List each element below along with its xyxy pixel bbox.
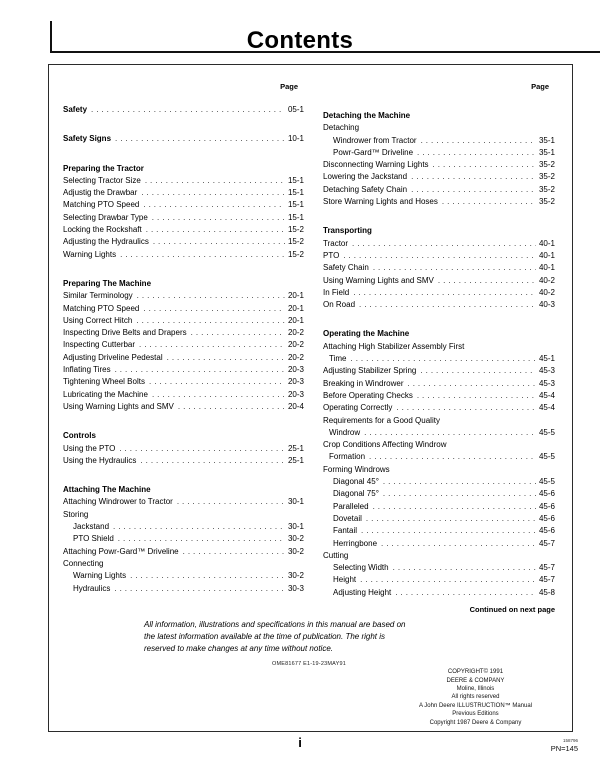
toc-entry <box>63 521 304 533</box>
toc-entry-label: Tightening Wheel Bolts <box>63 377 145 387</box>
toc-entry-page: 30-2 <box>287 534 304 544</box>
toc-entry-page: 45-3 <box>538 378 555 388</box>
toc-entry-label: Using the Hydraulics <box>63 455 137 465</box>
toc-entry-page: 40-2 <box>538 275 555 285</box>
toc-column-left <box>63 82 304 616</box>
dot-leader <box>140 455 285 467</box>
toc-entry <box>323 147 555 159</box>
toc-entry-page: 45-6 <box>538 489 555 499</box>
toc-entry-label: Attaching Windrower to Tractor <box>63 497 173 507</box>
toc-entry-label-continued: Formation <box>329 452 366 462</box>
toc-entry <box>323 250 555 262</box>
toc-section-title-label: Preparing The Machine <box>63 278 152 288</box>
toc-entry <box>63 303 304 315</box>
toc-entry <box>63 352 304 364</box>
toc-section-title-label: Attaching The Machine <box>63 485 151 495</box>
dot-leader <box>343 250 536 262</box>
toc-entry-page: 15-1 <box>287 200 304 210</box>
toc-section <box>63 278 304 413</box>
dot-leader <box>360 574 536 586</box>
toc-entry-label: Diagonal 45° <box>333 477 379 487</box>
disclaimer-line: reserved to make changes at any time without notice. <box>144 643 333 653</box>
dot-leader <box>369 451 536 463</box>
toc-section <box>63 484 304 595</box>
toc-entry-label: Using Warning Lights and SMV <box>323 275 434 285</box>
toc-entry <box>63 389 304 401</box>
toc-entry-label: Attaching Powr-Gard™ Driveline <box>63 546 179 556</box>
toc-entry-page: 15-1 <box>287 212 304 222</box>
toc-entry-label: Adjusting Stabilizer Spring <box>323 366 417 376</box>
toc-section-title <box>63 104 304 116</box>
toc-entry-page: 40-2 <box>538 287 555 297</box>
dot-leader <box>136 315 285 327</box>
dot-leader <box>433 159 536 171</box>
toc-entry-page: 20-2 <box>287 328 304 338</box>
dot-leader <box>364 427 536 439</box>
toc-entry <box>63 315 304 327</box>
page-column-header-left: Page <box>280 82 298 91</box>
toc-entry <box>323 378 555 390</box>
toc-entry <box>63 187 304 199</box>
dot-leader <box>118 533 285 545</box>
toc-entry-page: 30-2 <box>287 571 304 581</box>
toc-entry <box>63 224 304 236</box>
toc-entry-page: 35-2 <box>538 160 555 170</box>
toc-entry-label-continued: Time <box>329 354 347 364</box>
toc-entry-page: 15-2 <box>287 237 304 247</box>
print-code: 158796 <box>562 738 578 743</box>
toc-entry-label: Inflating Tires <box>63 365 111 375</box>
dot-leader <box>167 352 285 364</box>
toc-entry-page: 15-2 <box>287 249 304 259</box>
dot-leader <box>442 196 536 208</box>
toc-entry-label: Selecting Tractor Size <box>63 175 141 185</box>
toc-entry-label: Using Correct Hitch <box>63 315 133 325</box>
toc-entry-page: 45-6 <box>538 501 555 511</box>
dot-leader <box>359 299 536 311</box>
toc-entry <box>63 401 304 413</box>
toc-entry <box>323 365 555 377</box>
toc-entry <box>63 570 304 582</box>
dot-leader <box>152 212 285 224</box>
dot-leader <box>361 525 536 537</box>
toc-entry-label: Selecting Drawbar Type <box>63 212 148 222</box>
toc-entry <box>323 262 555 274</box>
dot-leader <box>417 390 536 402</box>
toc-entry-label: Dovetail <box>333 513 362 523</box>
toc-entry-page: 35-2 <box>538 172 555 182</box>
toc-entry-label: Diagonal 75° <box>333 489 379 499</box>
dot-leader <box>407 378 536 390</box>
toc-entry-page: 35-1 <box>538 147 555 157</box>
toc-entry <box>63 376 304 388</box>
toc-entry <box>323 451 555 463</box>
copyright-line: DEERE & COMPANY <box>446 677 505 684</box>
toc-entry <box>323 390 555 402</box>
toc-entry <box>323 402 555 414</box>
toc-entry-page: 45-4 <box>538 403 555 413</box>
toc-entry-label: Fantail <box>333 526 358 536</box>
toc-section <box>323 225 555 311</box>
continued-note: Continued on next page <box>469 604 555 614</box>
toc-entry-page: 45-3 <box>538 366 555 376</box>
toc-entry <box>63 199 304 211</box>
toc-entry <box>323 439 555 451</box>
toc-entry-page: 20-1 <box>287 303 304 313</box>
dot-leader <box>395 587 536 599</box>
toc-entry <box>63 546 304 558</box>
toc-entry-page: 30-1 <box>287 522 304 532</box>
toc-entry-label: Height <box>333 575 357 585</box>
toc-entry-label: Operating Correctly <box>323 403 393 413</box>
dot-leader <box>411 184 536 196</box>
toc-entry-page: 40-1 <box>538 238 555 248</box>
toc-entry-page: 20-4 <box>287 401 304 411</box>
toc-entry-label: Connecting <box>63 558 104 568</box>
toc-entry <box>323 415 555 427</box>
toc-section-title <box>323 225 555 237</box>
toc-section <box>323 328 555 599</box>
toc-entry-label: Using the PTO <box>63 443 116 453</box>
toc-entry <box>63 290 304 302</box>
toc-entry <box>323 135 555 147</box>
dot-leader <box>373 501 536 513</box>
copyright-line: Previous Editions <box>452 711 499 718</box>
copyright-line: A John Deere ILLUSTRUCTION™ Manual <box>418 702 532 709</box>
toc-sections-left <box>63 104 304 595</box>
dot-leader <box>381 538 536 550</box>
dot-leader <box>115 133 285 145</box>
toc-entry-label: Adjusting Height <box>333 587 392 597</box>
toc-entry-label: Storing <box>63 509 89 519</box>
toc-entry-label: Matching PTO Speed <box>63 200 140 210</box>
toc-sections-right <box>323 110 555 599</box>
toc-entry <box>323 538 555 550</box>
dot-leader <box>120 249 285 261</box>
dot-leader <box>353 287 536 299</box>
toc-entry-label: Adjustig the Drawbar <box>63 188 138 198</box>
page-number: i <box>298 735 302 750</box>
toc-entry-label: Matching PTO Speed <box>63 303 140 313</box>
toc-entry <box>323 159 555 171</box>
dot-leader <box>153 236 285 248</box>
toc-entry <box>63 558 304 570</box>
toc-section-title-label: Safety <box>63 105 88 114</box>
toc-entry <box>323 287 555 299</box>
toc-entry <box>63 236 304 248</box>
dot-leader <box>383 488 536 500</box>
toc-entry <box>63 364 304 376</box>
toc-entry-page: 45-5 <box>538 452 555 462</box>
toc-entry-label: Windrower from Tractor <box>333 135 417 145</box>
toc-columns <box>63 82 555 616</box>
toc-entry-page: 40-1 <box>538 263 555 273</box>
toc-entry <box>323 488 555 500</box>
toc-entry <box>323 574 555 586</box>
toc-entry <box>323 238 555 250</box>
toc-entry-page: 45-4 <box>538 390 555 400</box>
dot-leader <box>143 303 285 315</box>
toc-entry <box>323 122 555 134</box>
dot-leader <box>373 262 536 274</box>
toc-section-title-label: Detaching the Machine <box>323 111 411 120</box>
document-code: OME81677 E1-19-23MAY91 <box>271 661 346 668</box>
toc-entry-label-continued: Windrow <box>329 427 361 437</box>
toc-entry-page: 45-5 <box>538 427 555 437</box>
toc-entry-page: 30-3 <box>287 583 304 593</box>
toc-section <box>63 133 304 145</box>
toc-entry-page: 25-1 <box>287 443 304 453</box>
dot-leader <box>152 389 285 401</box>
toc-entry-page: 40-1 <box>538 250 555 260</box>
toc-column-right <box>323 82 555 616</box>
copyright-line: Moline, Illinois <box>456 685 495 692</box>
toc-entry-label: Paralleled <box>333 501 369 511</box>
toc-entry-page: 20-2 <box>287 352 304 362</box>
toc-entry <box>63 533 304 545</box>
toc-entry-label: Detaching Safety Chain <box>323 184 408 194</box>
toc-entry-label: Store Warning Lights and Hoses <box>323 197 438 207</box>
page-column-header-right: Page <box>531 82 549 91</box>
toc-section-title <box>63 133 304 145</box>
dot-leader <box>114 583 285 595</box>
dot-leader <box>393 562 536 574</box>
toc-entry-label: Warning Lights <box>73 571 127 581</box>
toc-entry <box>63 583 304 595</box>
toc-entry-label: Lubricating the Machine <box>63 389 148 399</box>
pn-label: PN=145 <box>550 744 578 753</box>
toc-entry-page: 45-7 <box>538 563 555 573</box>
dot-leader <box>191 327 285 339</box>
toc-entry-label: Similar Terminology <box>63 291 133 301</box>
toc-section-title <box>63 430 304 442</box>
dot-leader <box>130 570 285 582</box>
toc-entry-label: Locking the Rockshaft <box>63 225 142 235</box>
toc-entry <box>63 509 304 521</box>
dot-leader <box>141 187 285 199</box>
dot-leader <box>177 496 285 508</box>
copyright-line: Copyright 1987 Deere & Company <box>429 719 522 726</box>
page-title: Contents <box>246 27 354 54</box>
dot-leader <box>139 339 285 351</box>
toc-entry-label: Cutting <box>323 550 349 560</box>
toc-entry <box>63 496 304 508</box>
toc-section-title-label: Preparing the Tractor <box>63 163 144 173</box>
dot-leader <box>352 238 536 250</box>
toc-entry-page: 20-1 <box>287 315 304 325</box>
toc-entry-label: PTO <box>323 250 340 260</box>
toc-entry-label: Selecting Width <box>333 563 389 573</box>
toc-entry-label: Inspecting Cutterbar <box>63 340 136 350</box>
toc-entry-page: 45-5 <box>538 477 555 487</box>
toc-entry <box>63 327 304 339</box>
toc-entry-label: Using Warning Lights and SMV <box>63 401 174 411</box>
toc-entry-page: 35-1 <box>538 135 555 145</box>
toc-entry-label: Jackstand <box>73 522 110 532</box>
dot-leader <box>396 402 536 414</box>
toc-entry-label: Before Operating Checks <box>323 390 413 400</box>
toc-entry-page: 30-1 <box>287 497 304 507</box>
toc-entry <box>323 427 555 439</box>
toc-entry-page: 35-2 <box>538 197 555 207</box>
toc-entry-page: 20-3 <box>287 389 304 399</box>
toc-entry-page: 20-1 <box>287 291 304 301</box>
toc-entry-label: On Road <box>323 300 356 310</box>
toc-section-title-label: Operating the Machine <box>323 329 410 339</box>
toc-entry <box>323 299 555 311</box>
toc-entry-label: Detaching <box>323 123 360 133</box>
toc-entry-label: Warning Lights <box>63 249 117 259</box>
toc-entry-page: 25-1 <box>287 455 304 465</box>
toc-entry-page: 35-2 <box>538 184 555 194</box>
dot-leader <box>411 171 536 183</box>
toc-entry <box>323 171 555 183</box>
dot-leader <box>178 401 285 413</box>
toc-entry-label: Adjusting the Hydraulics <box>63 237 149 247</box>
toc-entry <box>323 476 555 488</box>
toc-entry-page: 20-2 <box>287 340 304 350</box>
toc-entry <box>63 455 304 467</box>
toc-section <box>63 163 304 261</box>
toc-entry <box>323 550 555 562</box>
toc-entry-label: Adjusting Driveline Pedestal <box>63 352 163 362</box>
dot-leader <box>417 147 536 159</box>
dot-leader <box>383 476 536 488</box>
dot-leader <box>119 443 285 455</box>
toc-entry-label: PTO Shield <box>73 534 114 544</box>
toc-entry <box>323 196 555 208</box>
toc-section-title-label: Safety Signs <box>63 134 112 144</box>
toc-entry <box>323 184 555 196</box>
toc-entry-label: Herringbone <box>333 538 378 548</box>
toc-section <box>63 430 304 467</box>
toc-entry <box>323 275 555 287</box>
dot-leader <box>350 353 536 365</box>
toc-entry <box>323 562 555 574</box>
toc-entry <box>323 353 555 365</box>
toc-entry-page: 45-7 <box>538 575 555 585</box>
dot-leader <box>143 199 285 211</box>
toc-entry-page: 15-1 <box>287 175 304 185</box>
toc-section-title <box>63 278 304 290</box>
dot-leader <box>137 290 285 302</box>
toc-section <box>63 104 304 116</box>
toc-section-title-label: Transporting <box>323 226 372 236</box>
disclaimer-line: All information, illustrations and specifications in this manual are based on <box>144 619 406 629</box>
dot-leader <box>421 135 536 147</box>
pn-block <box>551 738 578 753</box>
toc-section-title <box>63 163 304 175</box>
toc-entry-page: 45-6 <box>538 526 555 536</box>
disclaimer-line: the latest information available at the time of publication. The right is <box>144 631 386 641</box>
toc-entry-page: 45-8 <box>538 587 555 597</box>
toc-entry <box>323 341 555 353</box>
toc-entry-page: 20-3 <box>287 377 304 387</box>
dot-leader <box>91 104 285 116</box>
toc-entry-label: Powr-Gard™ Driveline <box>333 147 414 157</box>
toc-entry <box>63 443 304 455</box>
toc-entry-label: Hydraulics <box>73 583 111 593</box>
toc-entry <box>323 501 555 513</box>
toc-entry-page: 30-2 <box>287 546 304 556</box>
dot-leader <box>113 521 285 533</box>
toc-entry <box>323 513 555 525</box>
toc-entry-label: Inspecting Drive Belts and Drapers <box>63 328 187 338</box>
dot-leader <box>183 546 285 558</box>
toc-entry-label: Crop Conditions Affecting Windrow <box>323 440 447 450</box>
toc-entry-label: Lowering the Jackstand <box>323 172 408 182</box>
dot-leader <box>149 376 285 388</box>
toc-entry <box>63 175 304 187</box>
toc-entry-page: 45-1 <box>538 354 555 364</box>
copyright-line: All rights reserved <box>451 694 500 701</box>
toc-section-title <box>63 484 304 496</box>
dot-leader <box>420 365 536 377</box>
toc-entry-page: 15-2 <box>287 225 304 235</box>
toc-entry-label: In Field <box>323 287 350 297</box>
toc-entry <box>323 464 555 476</box>
toc-entry-page: 10-1 <box>287 134 304 144</box>
toc-entry-label: Safety Chain <box>323 263 369 273</box>
toc-entry <box>63 339 304 351</box>
toc-entry-page: 15-1 <box>287 188 304 198</box>
toc-section-title <box>323 328 555 340</box>
toc-entry-label: Requirements for a Good Quality <box>323 415 440 425</box>
dot-leader <box>145 175 285 187</box>
copyright-line: COPYRIGHT© 1991 <box>447 669 504 676</box>
copyright-block <box>419 668 532 727</box>
disclaimer-text <box>144 619 474 654</box>
toc-entry-label: Breaking in Windrower <box>323 378 404 388</box>
toc-entry <box>63 212 304 224</box>
toc-entry-page: 45-7 <box>538 538 555 548</box>
toc-entry-label: Forming Windrows <box>323 464 390 474</box>
dot-leader <box>146 224 285 236</box>
contents-box <box>48 64 573 732</box>
toc-section-title-label: Controls <box>63 431 96 441</box>
toc-entry-label: Tractor <box>323 238 349 248</box>
toc-entry <box>323 525 555 537</box>
toc-section <box>323 110 555 208</box>
dot-leader <box>115 364 285 376</box>
toc-entry-page: 45-6 <box>538 513 555 523</box>
toc-entry <box>323 587 555 599</box>
dot-leader <box>438 275 536 287</box>
toc-entry-page: 40-3 <box>538 300 555 310</box>
toc-entry-label: Attaching High Stabilizer Assembly First <box>323 341 465 351</box>
dot-leader <box>366 513 536 525</box>
toc-entry-page: 20-3 <box>287 365 304 375</box>
toc-entry <box>63 249 304 261</box>
toc-section-title <box>323 110 555 122</box>
toc-entry-page: 05-1 <box>287 105 304 114</box>
toc-entry-label: Disconnecting Warning Lights <box>323 160 429 170</box>
